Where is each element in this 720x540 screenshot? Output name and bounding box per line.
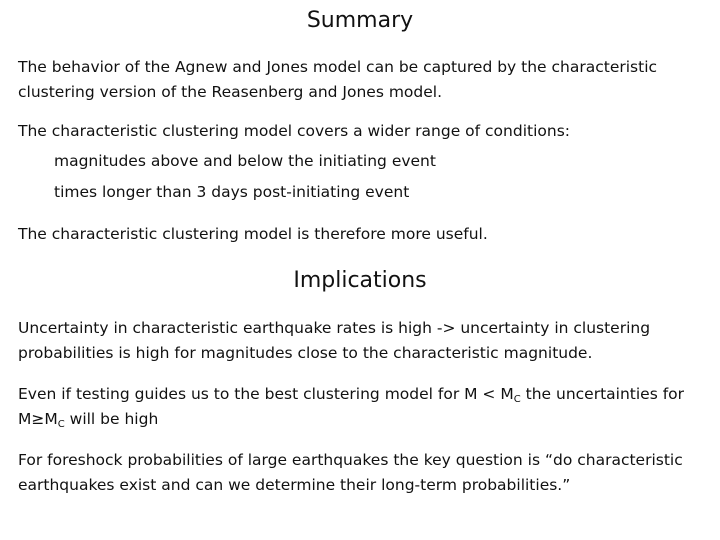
summary-subpoint-1: magnitudes above and below the initiating event bbox=[54, 152, 436, 170]
summary-paragraph-1: The behavior of the Agnew and Jones model can be captured by the characteristic clustering version of the Reasenberg and Jones model. bbox=[18, 58, 658, 101]
implications-p2-text-1: Even if testing guides us to the best clustering model for M < M bbox=[18, 385, 514, 403]
implications-paragraph-1: Uncertainty in characteristic earthquake rates is high -> uncertainty in clustering probabilities is high for magnitudes close to the characteristic magnitude. bbox=[18, 319, 651, 362]
implications-title: Implications bbox=[293, 268, 427, 293]
implications-p2-text-3: will be high bbox=[64, 410, 159, 428]
implications-p2-subscript-1: C bbox=[513, 394, 521, 405]
implications-p2-subscript-2: C bbox=[57, 419, 65, 430]
implications-paragraph-3: For foreshock probabilities of large earthquakes the key question is “do characteristic earthquakes exist and can we determine their long-term probabilities.” bbox=[18, 451, 683, 494]
implications-paragraph-2 bbox=[18, 382, 708, 432]
summary-paragraph-2: The characteristic clustering model covers a wider range of conditions: bbox=[18, 122, 570, 140]
summary-subpoint-2: times longer than 3 days post-initiating event bbox=[54, 183, 410, 201]
summary-paragraph-3: The characteristic clustering model is therefore more useful. bbox=[18, 225, 488, 243]
implications-p2-text-2: the uncertainties for M≥M bbox=[18, 385, 685, 428]
summary-title: Summary bbox=[306, 8, 414, 33]
